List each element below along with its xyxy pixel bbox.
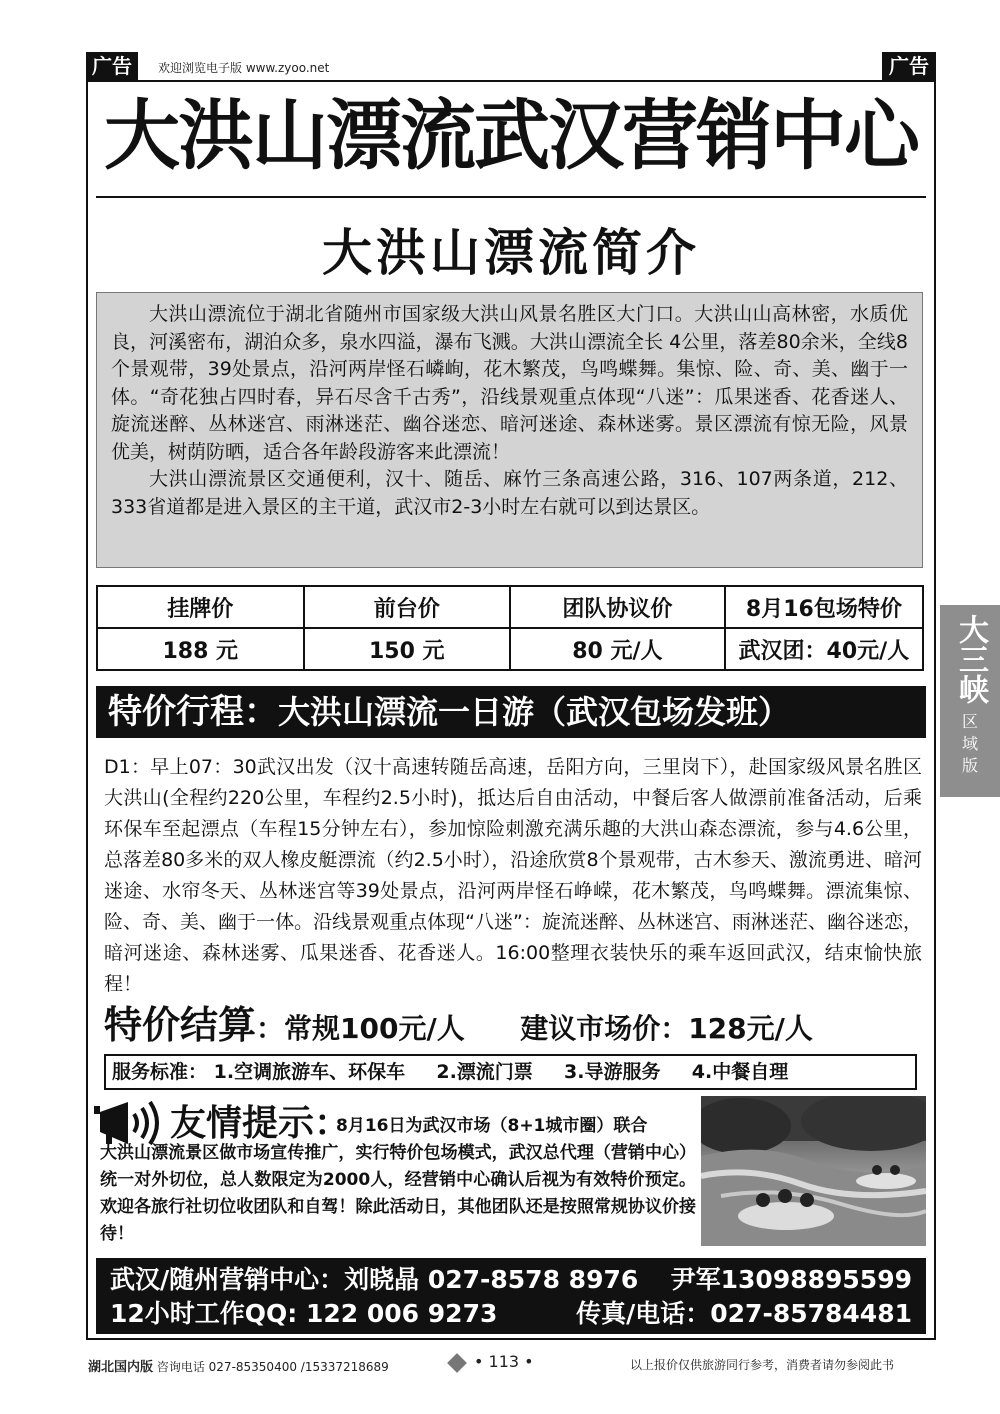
footer-phone: 咨询电话 027-85350400 /15337218689 — [156, 1360, 389, 1374]
contact-fax: 传真/电话：027-85784481 — [576, 1299, 912, 1328]
trip-title: 大洪山漂流一日游（武汉包场发班） — [278, 693, 791, 731]
contact-phone-2: 尹军13098895599 — [670, 1265, 912, 1294]
price-header-row — [97, 586, 923, 628]
browse-note: 欢迎浏览电子版 www.zyoo.net — [158, 61, 330, 75]
service-item: 1.空调旅游车、环保车 — [213, 1061, 406, 1083]
settlement-regular: ：常规100元/人 — [256, 1012, 465, 1045]
settlement-line — [104, 1000, 924, 1050]
rafting-photo — [701, 1096, 926, 1246]
side-edition-tab — [940, 605, 1000, 797]
contact-line-1 — [110, 1262, 912, 1298]
page-number: • 113 • — [474, 1352, 534, 1371]
price-value-cell: 武汉团：40元/人 — [725, 628, 923, 670]
contact-qq: 12小时工作QQ: 122 006 9273 — [110, 1299, 498, 1328]
price-header-cell: 团队协议价 — [510, 586, 725, 628]
service-label: 服务标准： — [112, 1061, 208, 1083]
ad-tag-left: 广告 — [86, 52, 138, 80]
tip-title: 友情提示： — [170, 1103, 351, 1144]
side-tab-char: 版 — [961, 756, 978, 775]
side-tab-sub — [940, 711, 1000, 777]
price-header-cell: 8月16包场特价 — [725, 586, 923, 628]
intro-paragraph-2: 大洪山漂流景区交通便利，汉十、随岳、麻竹三条高速公路，316、107两条道，212、333省道都是进入景区的主干道，武汉市2-3小时左右就可以到达景区。 — [111, 468, 908, 518]
tip-first-line: 8月16日为武汉市场（8+1城市圈）联合 — [336, 1116, 648, 1136]
intro-heading: 大洪山漂流简介 — [322, 223, 700, 282]
footer-edition: 湖北国内版 — [88, 1360, 154, 1375]
contact-bar — [96, 1258, 926, 1334]
footer-disclaimer: 以上报价仅供旅游同行参考，消费者请勿参阅此书 — [630, 1358, 895, 1372]
itinerary-text: D1：早上07：30武汉出发（汉十高速转随岳高速，岳阳方向，三里岗下），赴国家级风景名胜区大洪山(全程约220公里，车程约2.5小时)，抵达后自由活动，中餐后客人做漂前准备活动，后乘环保车至起漂点（车程15分钟左右），参加惊险刺激充满乐趣的大洪山森态漂流，参与4.6公里，总落差80多米的双人橡皮艇漂流（约2.5小时），沿途欣赏8个景观带，古木参天、激流勇进、暗河迷途、水帘冬天、丛林迷宫等39处景点，沿河两岸怪石峥嵘，花木繁茂，鸟鸣蝶舞。漂流集惊、险、奇、美、幽于一体。沿线景观重点体现“八迷”：旋流迷醉、丛林迷宫、雨淋迷茫、幽谷迷恋，暗河迷途、森林迷雾、瓜果迷香、花香迷人。16:00整理衣装快乐的乘车返回武汉，结束愉快旅程！ — [104, 756, 922, 995]
settlement-label: 特价结算 — [104, 1003, 257, 1047]
intro-box — [96, 292, 923, 568]
rafting-photo-drawing — [701, 1096, 926, 1246]
ad-tag-right: 广告 — [882, 52, 936, 80]
tip-body — [100, 1113, 696, 1253]
price-value-cell: 150 元 — [304, 628, 511, 670]
footer-page — [450, 1352, 534, 1371]
price-table — [96, 585, 924, 671]
title-divider — [96, 196, 926, 198]
trip-label: 特价行程： — [108, 692, 278, 732]
page-diamond-icon — [447, 1353, 467, 1373]
service-item: 4.中餐自理 — [691, 1061, 789, 1083]
price-header-cell: 前台价 — [304, 586, 511, 628]
price-header-cell: 挂牌价 — [97, 586, 304, 628]
price-value-row — [97, 628, 923, 670]
intro-paragraph-1: 大洪山漂流位于湖北省随州市国家级大洪山风景名胜区大门口。大洪山山高林密，水质优良，河溪密布，湖泊众多，泉水四溢，瀑布飞溅。大洪山漂流全长 4公里，落差80余米，全线8个景观带，39处景点，沿河两岸怪石嶙峋，花木繁茂，鸟鸣蝶舞。集惊、险、奇、美、幽于一体。“奇花独占四时春，异石尽含千古秀”，沿线景观重点体现“八迷”：瓜果迷香、花香迷人、旋流迷醉、丛林迷宫、雨淋迷茫、幽谷迷恋、暗河迷途、森林迷雾。景区漂流有惊无险，风景优美，树荫防晒，适合各年龄段游客来此漂流！ — [111, 303, 908, 463]
price-value-cell: 80 元/人 — [510, 628, 725, 670]
contact-center: 武汉/随州营销中心：刘晓晶 027-8578 8976 — [110, 1265, 639, 1294]
page-title: 大洪山漂流武汉营销中心 — [104, 91, 918, 180]
price-value-cell: 188 元 — [97, 628, 304, 670]
side-tab-brand: 大三峡 — [953, 614, 988, 704]
side-tab-char: 区 — [961, 712, 978, 731]
settlement-market: 建议市场价：128元/人 — [520, 1012, 813, 1045]
tip-text: 大洪山漂流景区做市场宣传推广，实行特价包场模式，武汉总代理（营销中心）统一对外切位，总人数限定为2000人，经营销中心确认后视为有效特价预定。欢迎各旅行社切位收团队和自驾！除此活动日，其他团队还是按照常规协议价接待！ — [100, 1143, 696, 1244]
service-standard-box — [104, 1054, 917, 1090]
footer-left — [88, 1356, 389, 1375]
service-item: 2.漂流门票 — [436, 1061, 533, 1083]
trip-banner — [96, 686, 926, 738]
contact-line-2 — [110, 1296, 912, 1332]
service-item: 3.导游服务 — [564, 1061, 661, 1083]
side-tab-char: 域 — [961, 734, 978, 753]
